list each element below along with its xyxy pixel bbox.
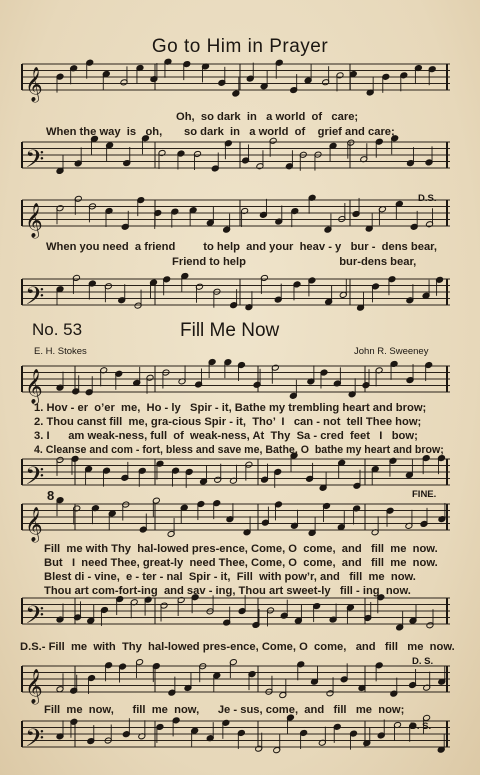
svg-text:𝄞: 𝄞 bbox=[25, 669, 43, 704]
hymn-number: No. 53 bbox=[32, 320, 83, 339]
lyric-line: Friend to help bur-dens bear, bbox=[172, 256, 417, 268]
staff-system bbox=[22, 594, 450, 636]
measure-number: 8 bbox=[47, 488, 55, 503]
staff-system bbox=[22, 58, 450, 103]
ds-refrain-line: D.S.- Fill me with Thy hal-lowed pres-ence, Come, O come, and fill me now. bbox=[20, 641, 455, 653]
svg-text:𝄢: 𝄢 bbox=[25, 601, 45, 636]
hymn-title-fill-me-now: Fill Me Now bbox=[180, 320, 280, 341]
staff-system bbox=[22, 497, 450, 543]
lyric-line: When you need a friend to help and your heav - y bur - dens bear, bbox=[46, 241, 438, 253]
composer-credit: John R. Sweeney bbox=[354, 346, 429, 357]
ds-marker: D.S. bbox=[418, 193, 437, 204]
svg-text:𝄞: 𝄞 bbox=[25, 507, 43, 542]
fine-marker: FINE. bbox=[412, 489, 437, 500]
staff-system bbox=[22, 273, 450, 317]
verse-line: 2. Thou canst fill me, gra-cious Spir - it, Tho’ I can - not tell Thee how; bbox=[34, 416, 422, 428]
staff-system bbox=[22, 135, 450, 180]
verse-line: 3. I am weak-ness, full of weak-ness, At Thy Sa - cred feet I bow; bbox=[34, 430, 418, 442]
verse-line: 1. Hov - er o’er me, Ho - ly Spir - it, Bathe my trembling heart and brow; bbox=[34, 402, 427, 414]
refrain-line: Fill me with Thy hal-lowed pres-ence, Come, O come, and fill me now. bbox=[44, 543, 438, 555]
lyric-line: Oh, so dark in a world of care; bbox=[176, 111, 359, 123]
svg-text:𝄢: 𝄢 bbox=[25, 282, 45, 317]
author-credit: E. H. Stokes bbox=[34, 346, 87, 357]
verse-line: 4. Cleanse and com - fort, bless and save me, Bathe, O bathe my heart and brow; bbox=[34, 444, 444, 456]
refrain-line: Thou art com-fort-ing and sav - ing, Thou art sweet-ly fill - ing now. bbox=[44, 585, 411, 597]
refrain-line: Blest di - vine, e - ter - nal Spir - it, Fill with pow’r, and fill me now. bbox=[44, 571, 416, 583]
ds-marker: D. S. bbox=[412, 656, 434, 667]
staff-system bbox=[22, 194, 450, 239]
svg-text:𝄢: 𝄢 bbox=[25, 145, 45, 180]
svg-text:𝄞: 𝄞 bbox=[25, 369, 43, 404]
staff-system bbox=[22, 359, 450, 405]
staff-system bbox=[22, 452, 450, 497]
hymn-title-go-to-him: Go to Him in Prayer bbox=[151, 36, 329, 57]
svg-text:𝄞: 𝄞 bbox=[25, 203, 43, 238]
svg-text:𝄢: 𝄢 bbox=[25, 724, 45, 759]
lyric-line: When the way is oh, so dark in a world of grief and care; bbox=[46, 126, 395, 138]
ds-marker: D. S. bbox=[410, 721, 432, 732]
svg-text:𝄢: 𝄢 bbox=[25, 462, 45, 497]
staff-system bbox=[22, 714, 450, 759]
refrain-line: But I need Thee, great-ly need Thee, Come, O come, and fill me now. bbox=[44, 557, 438, 569]
staff-system bbox=[22, 659, 450, 705]
chorus-line: Fill me now, fill me now, Je - sus, come, and fill me now; bbox=[44, 704, 405, 716]
svg-text:𝄞: 𝄞 bbox=[25, 67, 43, 102]
